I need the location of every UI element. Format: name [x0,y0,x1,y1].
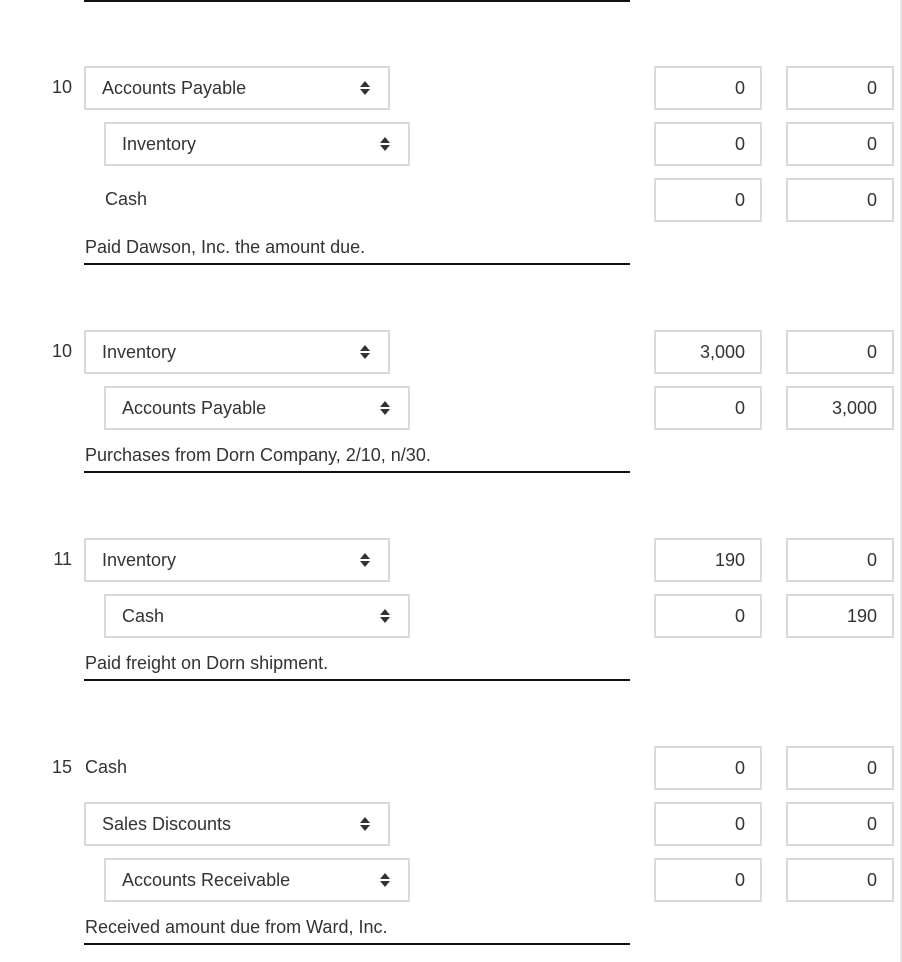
debit-input[interactable] [654,538,762,582]
sort-arrows-icon [360,552,370,568]
account-select[interactable] [104,858,410,902]
sort-arrows-icon [380,400,390,416]
account-select-value: Accounts Receivable [122,869,291,890]
credit-input[interactable] [786,330,894,374]
account-select[interactable] [84,66,390,110]
entry-description: Purchases from Dorn Company, 2/10, n/30. [85,445,431,465]
entry-divider [84,0,630,2]
account-select-value: Inventory [122,133,197,154]
credit-input[interactable] [786,386,894,430]
account-label: Cash [105,189,148,209]
account-select-value: Cash [122,605,165,626]
sort-arrows-icon [360,344,370,360]
account-select[interactable] [104,594,410,638]
entry-description: Paid Dawson, Inc. the amount due. [85,237,366,257]
credit-input[interactable] [786,178,894,222]
account-select[interactable] [84,330,390,374]
entry-date: 11 [53,549,72,569]
debit-input[interactable] [654,594,762,638]
entry-divider [84,943,630,945]
account-select[interactable] [84,538,390,582]
debit-input[interactable] [654,858,762,902]
credit-input[interactable] [786,858,894,902]
credit-input[interactable] [786,802,894,846]
credit-input[interactable] [786,122,894,166]
debit-input[interactable] [654,746,762,790]
sort-arrows-icon [360,80,370,96]
credit-input[interactable] [786,66,894,110]
credit-input[interactable] [786,538,894,582]
sort-arrows-icon [380,136,390,152]
credit-input[interactable] [786,594,894,638]
entry-divider [84,679,630,681]
debit-input[interactable] [654,122,762,166]
debit-input[interactable] [654,178,762,222]
account-select-value: Sales Discounts [102,813,232,834]
debit-input[interactable] [654,802,762,846]
account-select[interactable] [104,122,410,166]
sort-arrows-icon [360,816,370,832]
entry-date: 10 [51,77,72,97]
entry-description: Paid freight on Dorn shipment. [85,653,329,673]
account-select[interactable] [84,802,390,846]
entry-date: 15 [51,757,72,777]
entry-divider [84,263,630,265]
sort-arrows-icon [380,872,390,888]
account-select[interactable] [104,386,410,430]
debit-input[interactable] [654,66,762,110]
entry-date: 10 [51,341,72,361]
credit-input[interactable] [786,746,894,790]
account-select-value: Accounts Payable [102,77,247,98]
account-select-value: Accounts Payable [122,397,267,418]
account-select-value: Inventory [102,549,177,570]
entry-description: Received amount due from Ward, Inc. [85,917,388,937]
account-select-value: Inventory [102,341,177,362]
sort-arrows-icon [380,608,390,624]
debit-input[interactable] [654,386,762,430]
entry-divider [84,471,630,473]
debit-input[interactable] [654,330,762,374]
account-label: Cash [85,757,128,777]
